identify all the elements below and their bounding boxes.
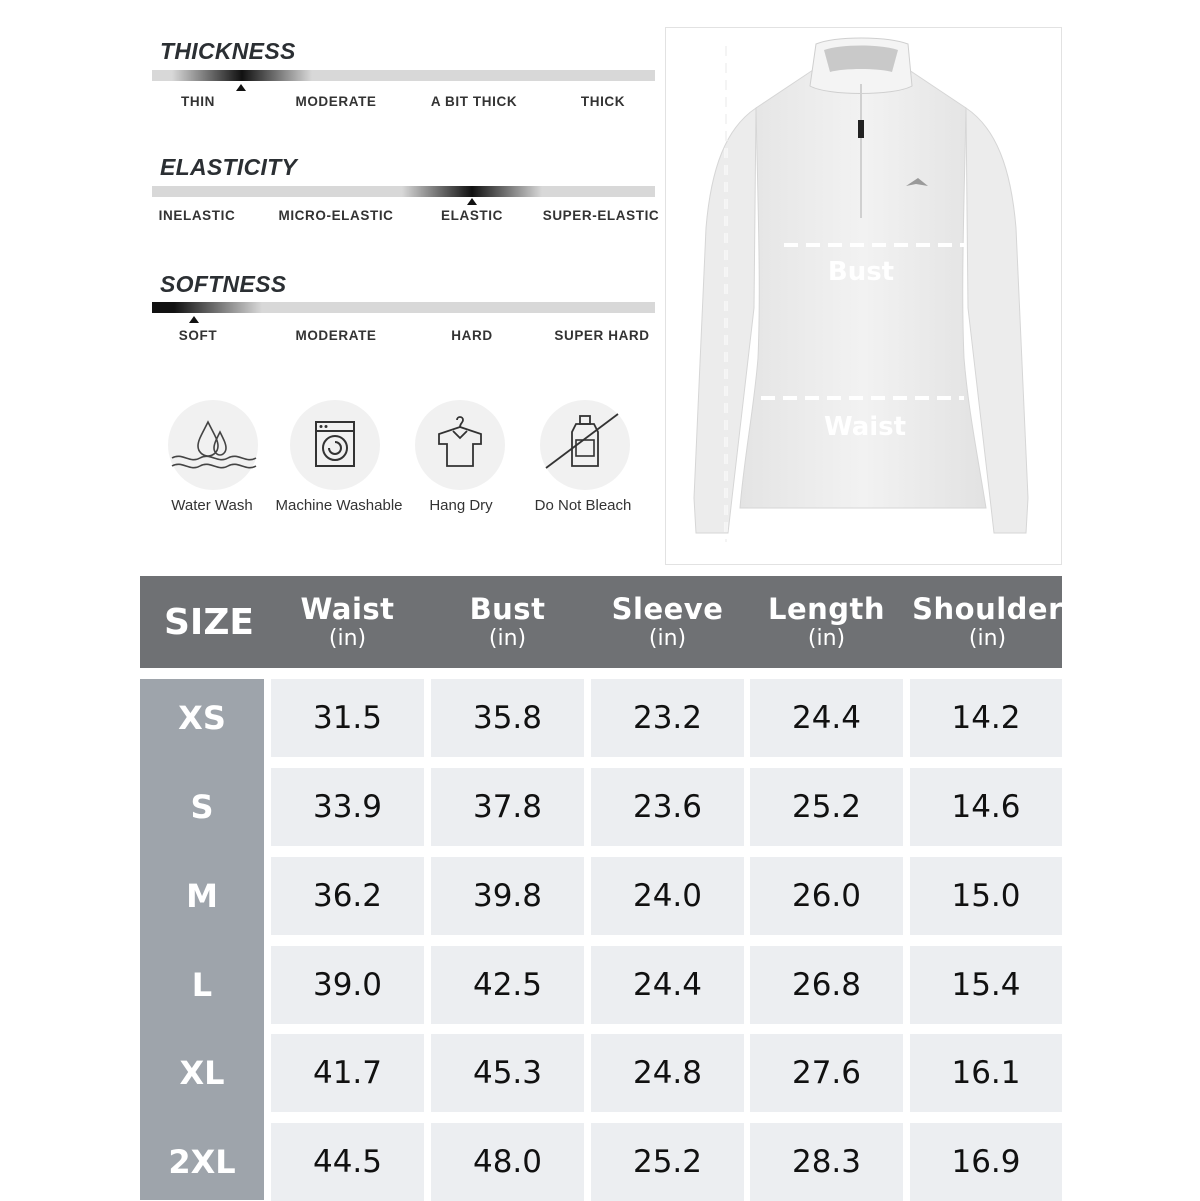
cell-sleeve: 23.6 (591, 768, 744, 846)
cell-sleeve: 24.4 (591, 946, 744, 1024)
sleeve-header-unit: (in) (648, 626, 687, 651)
sleeve-column-header (590, 576, 745, 668)
cell-length: 26.8 (750, 946, 903, 1024)
length-header-unit: (in) (807, 626, 846, 651)
cell-length: 24.4 (750, 679, 903, 757)
shirt-illustration (666, 28, 1063, 566)
waist-header-unit: (in) (328, 626, 367, 651)
thickness-scale-highlight (172, 70, 312, 81)
thickness-label-a-bit-thick: A BIT THICK (430, 94, 518, 109)
thickness-label-moderate: MODERATE (295, 94, 377, 109)
elasticity-scale-highlight (402, 186, 542, 197)
cell-sleeve: 24.0 (591, 857, 744, 935)
softness-label-soft: SOFT (178, 328, 218, 343)
waist-measure-label: Waist (823, 412, 907, 442)
thickness-title: THICKNESS (160, 38, 296, 64)
softness-label-super-hard: SUPER HARD (554, 328, 650, 343)
cell-shoulder: 14.6 (910, 768, 1062, 846)
size-label-2xl: 2XL (168, 1143, 236, 1181)
cell-bust: 39.8 (431, 857, 584, 935)
shoulder-header-label: Shoulder (912, 592, 1063, 626)
waist-header-label: Waist (300, 592, 395, 626)
size-table-header (140, 576, 1062, 668)
thickness-label-thin: THIN (181, 94, 215, 109)
elasticity-title: ELASTICITY (160, 154, 298, 180)
cell-waist: 36.2 (271, 857, 424, 935)
cell-bust: 45.3 (431, 1034, 584, 1112)
softness-label-moderate: MODERATE (295, 328, 377, 343)
bust-header-unit: (in) (488, 626, 527, 651)
cell-length: 26.0 (750, 857, 903, 935)
thickness-label-thick: THICK (580, 94, 626, 109)
cell-bust: 48.0 (431, 1123, 584, 1201)
elasticity-label-super-elastic: SUPER-ELASTIC (542, 208, 660, 223)
shoulder-column-header (910, 576, 1065, 668)
machine-washable-label: Machine Washable (275, 497, 403, 514)
cell-sleeve: 24.8 (591, 1034, 744, 1112)
size-label-s: S (190, 788, 214, 826)
cell-waist: 44.5 (271, 1123, 424, 1201)
cell-length: 27.6 (750, 1034, 903, 1112)
cell-sleeve: 23.2 (591, 679, 744, 757)
cell-shoulder: 16.9 (910, 1123, 1062, 1201)
size-column (140, 679, 264, 1200)
elasticity-label-micro-elastic: MICRO-ELASTIC (278, 208, 394, 223)
elasticity-label-inelastic: INELASTIC (158, 208, 236, 223)
cell-waist: 33.9 (271, 768, 424, 846)
size-label-xs: XS (178, 699, 226, 737)
product-photo (665, 27, 1062, 565)
cell-bust: 37.8 (431, 768, 584, 846)
cell-bust: 42.5 (431, 946, 584, 1024)
softness-label-hard: HARD (451, 328, 493, 343)
elasticity-label-elastic: ELASTIC (441, 208, 503, 223)
cell-shoulder: 15.0 (910, 857, 1062, 935)
cell-waist: 31.5 (271, 679, 424, 757)
size-label-l: L (191, 966, 213, 1004)
cell-bust: 35.8 (431, 679, 584, 757)
size-label-m: M (186, 877, 218, 915)
hang-dry-icon (415, 400, 505, 490)
shoulder-header-unit: (in) (968, 626, 1007, 651)
softness-pointer-icon (189, 316, 199, 323)
no-bleach-icon (540, 400, 630, 490)
waist-column-header (270, 576, 425, 668)
cell-length: 25.2 (750, 768, 903, 846)
softness-scale (152, 302, 655, 313)
bust-column-header (430, 576, 585, 668)
water-wash-label: Water Wash (171, 497, 253, 514)
length-header-label: Length (767, 592, 886, 626)
thickness-scale (152, 70, 655, 81)
bust-measure-label: Bust (827, 257, 895, 287)
softness-scale-highlight (152, 302, 262, 313)
size-column-header: SIZE (164, 602, 255, 643)
softness-title: SOFTNESS (160, 271, 287, 297)
washing-machine-icon (290, 400, 380, 490)
cell-waist: 41.7 (271, 1034, 424, 1112)
thickness-pointer-icon (236, 84, 246, 91)
cell-shoulder: 15.4 (910, 946, 1062, 1024)
size-label-xl: XL (179, 1054, 225, 1092)
hang-dry-label: Hang Dry (429, 497, 493, 514)
cell-length: 28.3 (750, 1123, 903, 1201)
cell-sleeve: 25.2 (591, 1123, 744, 1201)
cell-waist: 39.0 (271, 946, 424, 1024)
water-wash-icon (168, 400, 258, 490)
cell-shoulder: 14.2 (910, 679, 1062, 757)
sleeve-header-label: Sleeve (611, 592, 724, 626)
bust-header-label: Bust (469, 592, 546, 626)
do-not-bleach-label: Do Not Bleach (534, 497, 632, 514)
elasticity-pointer-icon (467, 198, 477, 205)
length-column-header (749, 576, 904, 668)
elasticity-scale (152, 186, 655, 197)
cell-shoulder: 16.1 (910, 1034, 1062, 1112)
